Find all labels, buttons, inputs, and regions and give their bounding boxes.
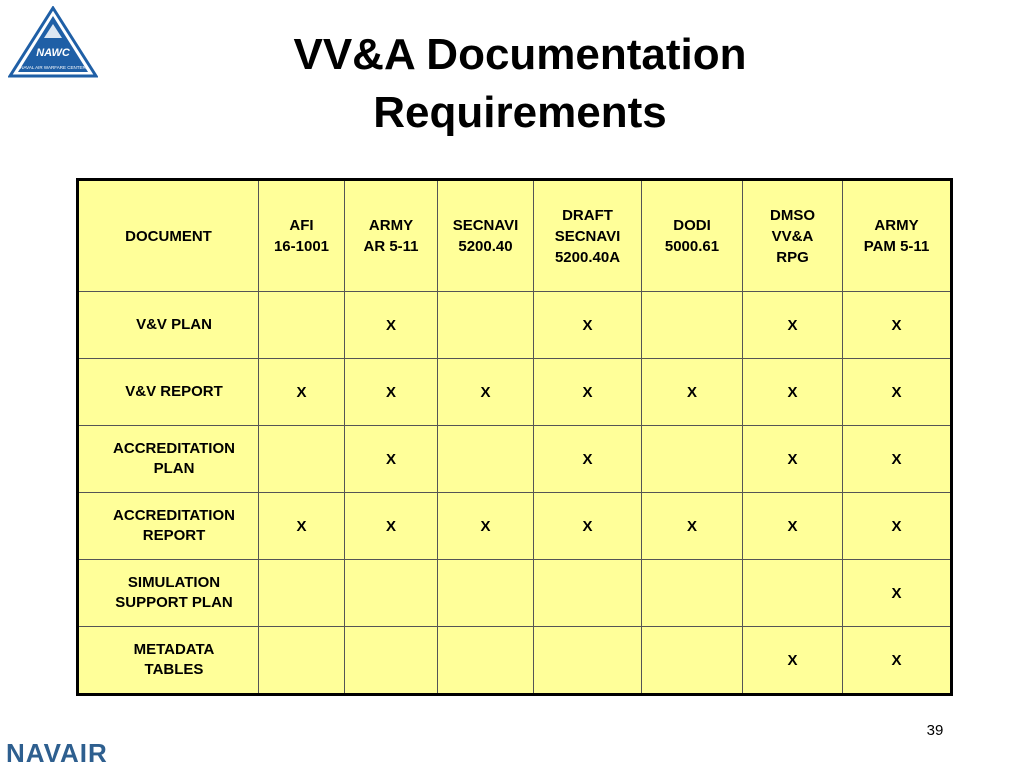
table-cell xyxy=(438,426,534,493)
table-row xyxy=(78,560,952,627)
table-cell xyxy=(534,627,642,695)
table-cell xyxy=(259,627,345,695)
table-cell xyxy=(259,292,345,359)
header-dodi: DODI 5000.61 xyxy=(642,180,743,292)
header-dmso: DMSO VV&A RPG xyxy=(743,180,843,292)
table-cell: X xyxy=(743,359,843,426)
header-army-ar: ARMY AR 5-11 xyxy=(345,180,438,292)
row-label: ACCREDITATION REPORT xyxy=(78,493,259,560)
table-cell: X xyxy=(743,292,843,359)
table-cell xyxy=(259,560,345,627)
row-label: METADATA TABLES xyxy=(78,627,259,695)
table-cell: X xyxy=(843,560,952,627)
table-cell xyxy=(438,627,534,695)
table-row xyxy=(78,426,952,493)
nawc-logo xyxy=(8,6,98,78)
documentation-requirements-table xyxy=(76,178,953,696)
table-cell: X xyxy=(743,493,843,560)
navair-footer-logo: NAVAIR xyxy=(6,738,108,768)
table-cell: X xyxy=(534,493,642,560)
table-cell: X xyxy=(345,426,438,493)
row-label: V&V PLAN xyxy=(78,292,259,359)
table-cell xyxy=(438,560,534,627)
table-cell: X xyxy=(843,627,952,695)
table-cell: X xyxy=(345,359,438,426)
table-cell: X xyxy=(843,426,952,493)
table-cell xyxy=(259,426,345,493)
header-secnavi: SECNAVI 5200.40 xyxy=(438,180,534,292)
table-cell xyxy=(743,560,843,627)
logo-subtext: NAVAL AIR WARFARE CENTER xyxy=(20,65,86,70)
table-cell xyxy=(642,292,743,359)
slide-title xyxy=(140,26,900,142)
table-cell xyxy=(345,560,438,627)
table-cell: X xyxy=(345,493,438,560)
table-cell: X xyxy=(843,493,952,560)
table-cell xyxy=(345,627,438,695)
row-label: V&V REPORT xyxy=(78,359,259,426)
slide-title-line-1: VV&A Documentation xyxy=(293,30,747,79)
row-label: SIMULATION SUPPORT PLAN xyxy=(78,560,259,627)
table-row xyxy=(78,359,952,426)
header-afi: AFI 16-1001 xyxy=(259,180,345,292)
header-document: DOCUMENT xyxy=(78,180,259,292)
table-cell: X xyxy=(843,359,952,426)
logo-text: NAWC xyxy=(36,47,70,59)
table-cell: X xyxy=(259,359,345,426)
table-cell xyxy=(534,560,642,627)
table-row xyxy=(78,493,952,560)
table-cell xyxy=(642,627,743,695)
table-cell: X xyxy=(534,426,642,493)
table-cell: X xyxy=(642,493,743,560)
table-cell: X xyxy=(743,426,843,493)
table-cell xyxy=(642,426,743,493)
table-row xyxy=(78,292,952,359)
row-label: ACCREDITATION PLAN xyxy=(78,426,259,493)
header-draft-secnavi: DRAFT SECNAVI 5200.40A xyxy=(534,180,642,292)
table-cell: X xyxy=(345,292,438,359)
table-cell: X xyxy=(642,359,743,426)
table-cell: X xyxy=(259,493,345,560)
table-cell: X xyxy=(534,359,642,426)
table-cell: X xyxy=(743,627,843,695)
table-cell: X xyxy=(534,292,642,359)
table-cell xyxy=(438,292,534,359)
page-number: 39 xyxy=(926,722,944,739)
table-cell xyxy=(642,560,743,627)
slide-title-line-2: Requirements xyxy=(373,88,667,137)
table-row xyxy=(78,627,952,695)
table-cell: X xyxy=(843,292,952,359)
header-army-pam: ARMY PAM 5-11 xyxy=(843,180,952,292)
table-cell: X xyxy=(438,359,534,426)
table-header-row xyxy=(78,180,952,292)
table-cell: X xyxy=(438,493,534,560)
